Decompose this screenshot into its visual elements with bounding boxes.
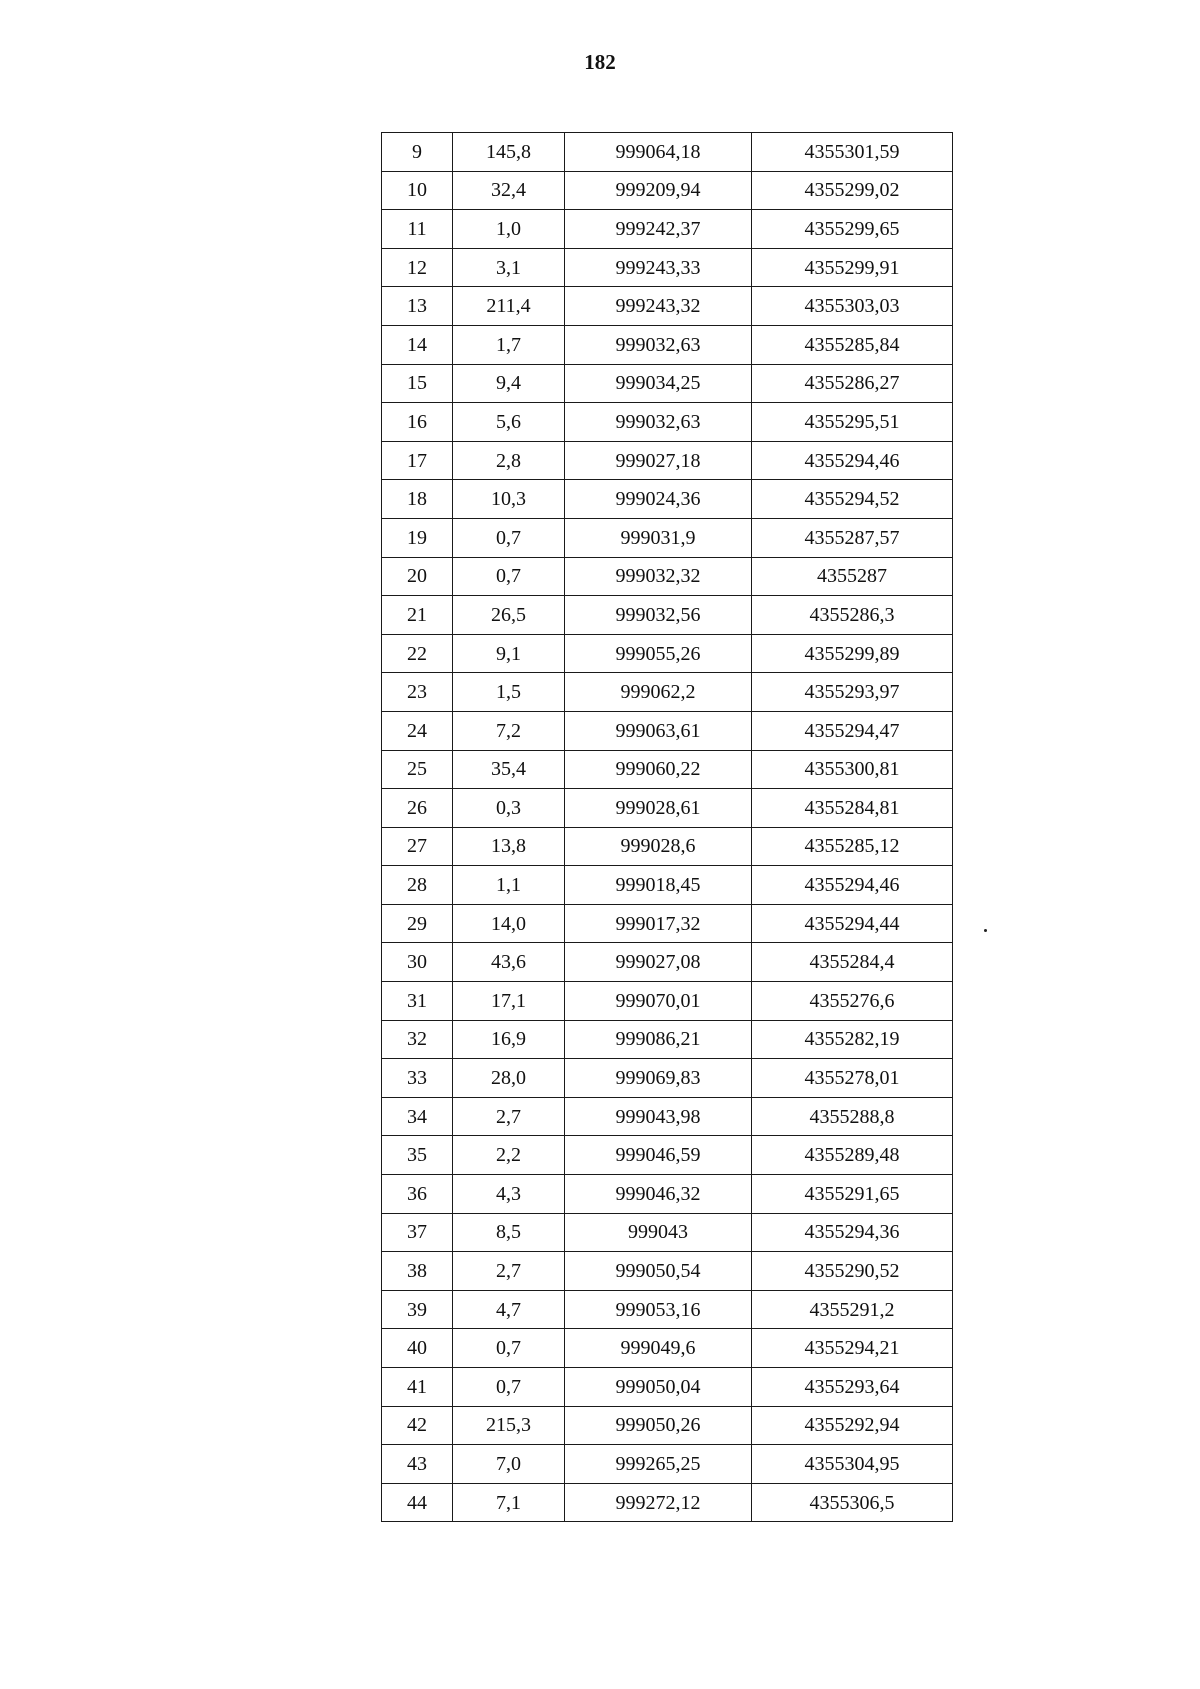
point-number-cell: 20 xyxy=(382,557,453,596)
length-cell: 1,1 xyxy=(453,866,565,905)
point-number-cell: 25 xyxy=(382,750,453,789)
x-coordinate-cell: 999050,54 xyxy=(565,1252,752,1291)
table-row xyxy=(382,1483,953,1522)
x-coordinate-cell: 999017,32 xyxy=(565,904,752,943)
point-number-cell: 19 xyxy=(382,518,453,557)
y-coordinate-cell: 4355290,52 xyxy=(752,1252,953,1291)
point-number-cell: 22 xyxy=(382,634,453,673)
y-coordinate-cell: 4355299,02 xyxy=(752,171,953,210)
y-coordinate-cell: 4355284,4 xyxy=(752,943,953,982)
point-number-cell: 27 xyxy=(382,827,453,866)
length-cell: 14,0 xyxy=(453,904,565,943)
x-coordinate-cell: 999024,36 xyxy=(565,480,752,519)
point-number-cell: 12 xyxy=(382,248,453,287)
y-coordinate-cell: 4355293,97 xyxy=(752,673,953,712)
length-cell: 26,5 xyxy=(453,596,565,635)
length-cell: 2,7 xyxy=(453,1252,565,1291)
table-row xyxy=(382,1175,953,1214)
y-coordinate-cell: 4355287,57 xyxy=(752,518,953,557)
length-cell: 2,7 xyxy=(453,1097,565,1136)
x-coordinate-cell: 999032,32 xyxy=(565,557,752,596)
y-coordinate-cell: 4355294,52 xyxy=(752,480,953,519)
table-row xyxy=(382,364,953,403)
table-row xyxy=(382,982,953,1021)
table-row xyxy=(382,1213,953,1252)
coordinates-table xyxy=(381,132,953,1522)
y-coordinate-cell: 4355304,95 xyxy=(752,1445,953,1484)
table-row xyxy=(382,557,953,596)
table-row xyxy=(382,1329,953,1368)
length-cell: 43,6 xyxy=(453,943,565,982)
length-cell: 4,3 xyxy=(453,1175,565,1214)
point-number-cell: 13 xyxy=(382,287,453,326)
x-coordinate-cell: 999053,16 xyxy=(565,1290,752,1329)
x-coordinate-cell: 999070,01 xyxy=(565,982,752,1021)
point-number-cell: 38 xyxy=(382,1252,453,1291)
table-row xyxy=(382,287,953,326)
point-number-cell: 33 xyxy=(382,1059,453,1098)
point-number-cell: 34 xyxy=(382,1097,453,1136)
point-number-cell: 35 xyxy=(382,1136,453,1175)
scan-speck xyxy=(984,929,987,932)
length-cell: 211,4 xyxy=(453,287,565,326)
y-coordinate-cell: 4355299,91 xyxy=(752,248,953,287)
y-coordinate-cell: 4355294,47 xyxy=(752,711,953,750)
length-cell: 0,7 xyxy=(453,1368,565,1407)
x-coordinate-cell: 999049,6 xyxy=(565,1329,752,1368)
y-coordinate-cell: 4355294,36 xyxy=(752,1213,953,1252)
y-coordinate-cell: 4355306,5 xyxy=(752,1483,953,1522)
y-coordinate-cell: 4355282,19 xyxy=(752,1020,953,1059)
length-cell: 0,3 xyxy=(453,789,565,828)
point-number-cell: 18 xyxy=(382,480,453,519)
y-coordinate-cell: 4355284,81 xyxy=(752,789,953,828)
length-cell: 3,1 xyxy=(453,248,565,287)
table-row xyxy=(382,171,953,210)
point-number-cell: 15 xyxy=(382,364,453,403)
x-coordinate-cell: 999032,63 xyxy=(565,325,752,364)
x-coordinate-cell: 999050,04 xyxy=(565,1368,752,1407)
x-coordinate-cell: 999209,94 xyxy=(565,171,752,210)
table-row xyxy=(382,596,953,635)
length-cell: 5,6 xyxy=(453,403,565,442)
y-coordinate-cell: 4355299,65 xyxy=(752,210,953,249)
table-row xyxy=(382,943,953,982)
length-cell: 28,0 xyxy=(453,1059,565,1098)
y-coordinate-cell: 4355294,46 xyxy=(752,866,953,905)
x-coordinate-cell: 999027,18 xyxy=(565,441,752,480)
point-number-cell: 42 xyxy=(382,1406,453,1445)
y-coordinate-cell: 4355276,6 xyxy=(752,982,953,1021)
y-coordinate-cell: 4355301,59 xyxy=(752,133,953,172)
length-cell: 2,2 xyxy=(453,1136,565,1175)
point-number-cell: 24 xyxy=(382,711,453,750)
point-number-cell: 41 xyxy=(382,1368,453,1407)
table-row xyxy=(382,673,953,712)
table-row xyxy=(382,1290,953,1329)
point-number-cell: 17 xyxy=(382,441,453,480)
length-cell: 7,1 xyxy=(453,1483,565,1522)
table-row xyxy=(382,1406,953,1445)
y-coordinate-cell: 4355294,46 xyxy=(752,441,953,480)
y-coordinate-cell: 4355294,44 xyxy=(752,904,953,943)
table-row xyxy=(382,904,953,943)
table-row xyxy=(382,480,953,519)
length-cell: 0,7 xyxy=(453,557,565,596)
y-coordinate-cell: 4355292,94 xyxy=(752,1406,953,1445)
y-coordinate-cell: 4355287 xyxy=(752,557,953,596)
length-cell: 9,4 xyxy=(453,364,565,403)
y-coordinate-cell: 4355291,2 xyxy=(752,1290,953,1329)
x-coordinate-cell: 999032,63 xyxy=(565,403,752,442)
table-row xyxy=(382,1368,953,1407)
x-coordinate-cell: 999028,61 xyxy=(565,789,752,828)
table-row xyxy=(382,403,953,442)
x-coordinate-cell: 999034,25 xyxy=(565,364,752,403)
y-coordinate-cell: 4355303,03 xyxy=(752,287,953,326)
y-coordinate-cell: 4355299,89 xyxy=(752,634,953,673)
point-number-cell: 32 xyxy=(382,1020,453,1059)
point-number-cell: 39 xyxy=(382,1290,453,1329)
table-row xyxy=(382,1136,953,1175)
length-cell: 215,3 xyxy=(453,1406,565,1445)
x-coordinate-cell: 999027,08 xyxy=(565,943,752,982)
x-coordinate-cell: 999063,61 xyxy=(565,711,752,750)
point-number-cell: 40 xyxy=(382,1329,453,1368)
x-coordinate-cell: 999050,26 xyxy=(565,1406,752,1445)
table-row xyxy=(382,210,953,249)
point-number-cell: 36 xyxy=(382,1175,453,1214)
point-number-cell: 28 xyxy=(382,866,453,905)
x-coordinate-cell: 999272,12 xyxy=(565,1483,752,1522)
x-coordinate-cell: 999032,56 xyxy=(565,596,752,635)
point-number-cell: 37 xyxy=(382,1213,453,1252)
y-coordinate-cell: 4355293,64 xyxy=(752,1368,953,1407)
length-cell: 1,7 xyxy=(453,325,565,364)
x-coordinate-cell: 999060,22 xyxy=(565,750,752,789)
table-row xyxy=(382,1020,953,1059)
x-coordinate-cell: 999086,21 xyxy=(565,1020,752,1059)
table-row xyxy=(382,1059,953,1098)
table-row xyxy=(382,866,953,905)
table-row xyxy=(382,1445,953,1484)
x-coordinate-cell: 999055,26 xyxy=(565,634,752,673)
y-coordinate-cell: 4355295,51 xyxy=(752,403,953,442)
length-cell: 8,5 xyxy=(453,1213,565,1252)
y-coordinate-cell: 4355291,65 xyxy=(752,1175,953,1214)
y-coordinate-cell: 4355294,21 xyxy=(752,1329,953,1368)
point-number-cell: 16 xyxy=(382,403,453,442)
point-number-cell: 44 xyxy=(382,1483,453,1522)
length-cell: 0,7 xyxy=(453,518,565,557)
y-coordinate-cell: 4355289,48 xyxy=(752,1136,953,1175)
x-coordinate-cell: 999242,37 xyxy=(565,210,752,249)
length-cell: 1,0 xyxy=(453,210,565,249)
table-row xyxy=(382,133,953,172)
point-number-cell: 29 xyxy=(382,904,453,943)
point-number-cell: 26 xyxy=(382,789,453,828)
x-coordinate-cell: 999265,25 xyxy=(565,1445,752,1484)
table-row xyxy=(382,1252,953,1291)
y-coordinate-cell: 4355278,01 xyxy=(752,1059,953,1098)
length-cell: 7,2 xyxy=(453,711,565,750)
length-cell: 4,7 xyxy=(453,1290,565,1329)
length-cell: 16,9 xyxy=(453,1020,565,1059)
length-cell: 17,1 xyxy=(453,982,565,1021)
page-number: 182 xyxy=(584,50,616,74)
x-coordinate-cell: 999243,32 xyxy=(565,287,752,326)
point-number-cell: 31 xyxy=(382,982,453,1021)
length-cell: 7,0 xyxy=(453,1445,565,1484)
point-number-cell: 14 xyxy=(382,325,453,364)
point-number-cell: 11 xyxy=(382,210,453,249)
x-coordinate-cell: 999243,33 xyxy=(565,248,752,287)
point-number-cell: 9 xyxy=(382,133,453,172)
table-row xyxy=(382,1097,953,1136)
table-row xyxy=(382,634,953,673)
length-cell: 13,8 xyxy=(453,827,565,866)
table-row xyxy=(382,248,953,287)
table-row xyxy=(382,827,953,866)
length-cell: 2,8 xyxy=(453,441,565,480)
x-coordinate-cell: 999043,98 xyxy=(565,1097,752,1136)
coordinates-table-body xyxy=(382,133,953,1522)
length-cell: 145,8 xyxy=(453,133,565,172)
point-number-cell: 23 xyxy=(382,673,453,712)
y-coordinate-cell: 4355288,8 xyxy=(752,1097,953,1136)
table-row xyxy=(382,325,953,364)
table-row xyxy=(382,750,953,789)
x-coordinate-cell: 999028,6 xyxy=(565,827,752,866)
x-coordinate-cell: 999069,83 xyxy=(565,1059,752,1098)
x-coordinate-cell: 999064,18 xyxy=(565,133,752,172)
table-row xyxy=(382,441,953,480)
x-coordinate-cell: 999046,59 xyxy=(565,1136,752,1175)
length-cell: 1,5 xyxy=(453,673,565,712)
table-row xyxy=(382,711,953,750)
x-coordinate-cell: 999043 xyxy=(565,1213,752,1252)
point-number-cell: 10 xyxy=(382,171,453,210)
length-cell: 35,4 xyxy=(453,750,565,789)
point-number-cell: 30 xyxy=(382,943,453,982)
y-coordinate-cell: 4355300,81 xyxy=(752,750,953,789)
x-coordinate-cell: 999062,2 xyxy=(565,673,752,712)
length-cell: 9,1 xyxy=(453,634,565,673)
point-number-cell: 21 xyxy=(382,596,453,635)
x-coordinate-cell: 999046,32 xyxy=(565,1175,752,1214)
y-coordinate-cell: 4355285,12 xyxy=(752,827,953,866)
x-coordinate-cell: 999031,9 xyxy=(565,518,752,557)
length-cell: 32,4 xyxy=(453,171,565,210)
length-cell: 0,7 xyxy=(453,1329,565,1368)
y-coordinate-cell: 4355286,3 xyxy=(752,596,953,635)
y-coordinate-cell: 4355285,84 xyxy=(752,325,953,364)
x-coordinate-cell: 999018,45 xyxy=(565,866,752,905)
length-cell: 10,3 xyxy=(453,480,565,519)
table-row xyxy=(382,789,953,828)
table-row xyxy=(382,518,953,557)
y-coordinate-cell: 4355286,27 xyxy=(752,364,953,403)
point-number-cell: 43 xyxy=(382,1445,453,1484)
